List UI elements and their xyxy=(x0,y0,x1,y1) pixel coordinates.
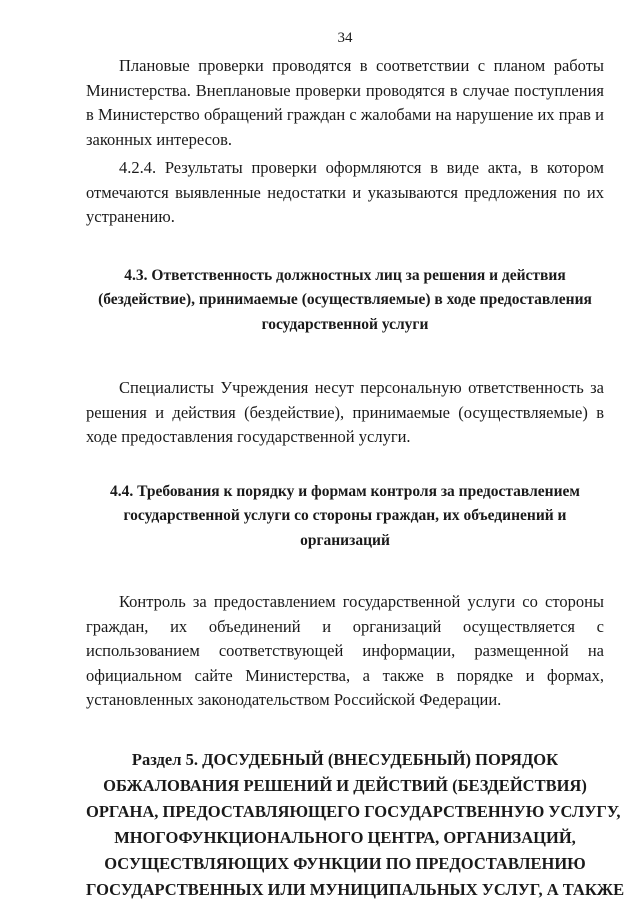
heading-line: ОРГАНА, ПРЕДОСТАВЛЯЮЩЕГО ГОСУДАРСТВЕННУЮ УСЛУГУ, xyxy=(86,801,621,821)
heading-line: ГОСУДАРСТВЕННЫХ ИЛИ МУНИЦИПАЛЬНЫХ УСЛУГ, А ТАКЖЕ xyxy=(86,879,625,899)
heading-line: МНОГОФУНКЦИОНАЛЬНОГО ЦЕНТРА, ОРГАНИЗАЦИЙ, xyxy=(114,827,576,847)
paragraph-responsibility: Специалисты Учреждения несут персональную ответственность за решения и действия (бездействие), принимаемые (осуществляемые) в ходе предоставления государственной услуги. xyxy=(86,378,604,446)
heading-line: государственной услуги xyxy=(261,315,429,333)
heading-line: Раздел 5. ДОСУДЕБНЫЙ (ВНЕСУДЕБНЫЙ) ПОРЯДОК xyxy=(131,749,559,769)
paragraph-citizen-control: Контроль за предоставлением государственной услуги со стороны граждан, их объединений и организаций осуществляется с использованием соответствующей информации, размещенной на официальном сайте Министерства, а также в порядке и формах, установленных законодательством Российской Федерации. xyxy=(86,592,604,709)
heading-line: ОСУЩЕСТВЛЯЮЩИХ ФУНКЦИИ ПО ПРЕДОСТАВЛЕНИЮ xyxy=(104,853,586,873)
heading-line: государственной услуги со стороны граждан, их объединений и xyxy=(123,507,567,524)
section-heading-5 xyxy=(86,747,625,903)
heading-line: ОБЖАЛОВАНИЯ РЕШЕНИЙ И ДЕЙСТВИЙ (БЕЗДЕЙСТВИЯ) xyxy=(103,775,587,795)
paragraph-planned-inspections: Плановые проверки проводятся в соответствии с планом работы Министерства. Внеплановые проверки проводятся в случае поступления в Министерство обращений граждан с жалобами на нарушение их прав и законных интересов. xyxy=(86,56,604,149)
heading-line: организаций xyxy=(300,531,390,549)
section-heading-4-3 xyxy=(86,264,604,338)
section-heading-4-4 xyxy=(86,480,604,554)
heading-line: (бездействие), принимаемые (осуществляемые) в ходе предоставления xyxy=(98,291,592,308)
heading-line: 4.4. Требования к порядку и формам контроля за предоставлением xyxy=(110,482,580,500)
paragraph-inspection-results: 4.2.4. Результаты проверки оформляются в виде акта, в котором отмечаются выявленные недостатки и указываются предложения по их устранению. xyxy=(86,158,604,226)
page-number: 34 xyxy=(337,30,353,46)
heading-line: 4.3. Ответственность должностных лиц за решения и действия xyxy=(124,266,566,284)
